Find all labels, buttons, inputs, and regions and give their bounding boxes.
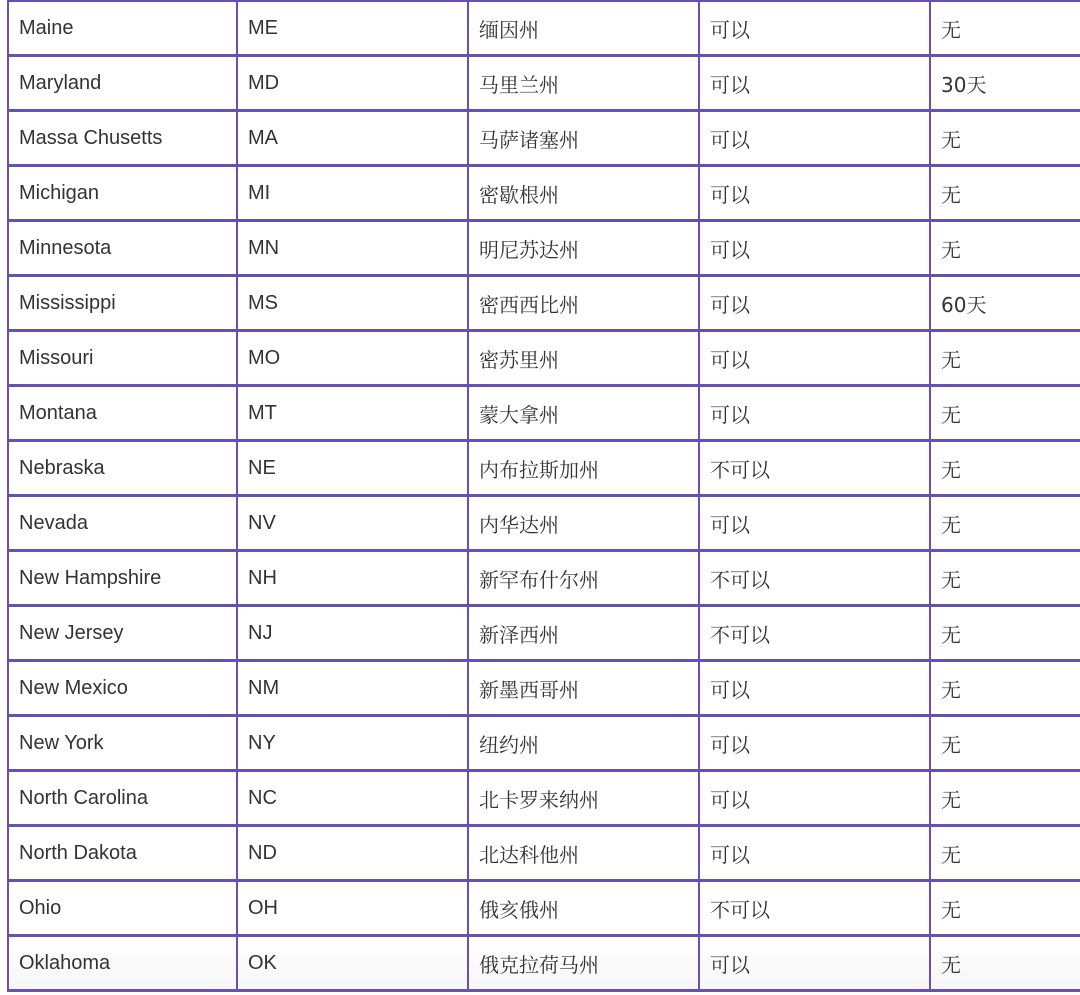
allowed-cell: 可以 <box>699 826 930 881</box>
state-abbr-cell: MA <box>237 111 468 166</box>
state-abbr-cell: NC <box>237 771 468 826</box>
state-name-cell: North Dakota <box>8 826 237 881</box>
state-chinese-name-cell: 内布拉斯加州 <box>468 441 699 496</box>
state-abbr-cell: ME <box>237 1 468 56</box>
table-row <box>8 56 1080 111</box>
allowed-cell: 可以 <box>699 386 930 441</box>
states-table-container <box>7 0 1080 992</box>
allowed-cell: 可以 <box>699 111 930 166</box>
state-name-cell: Maine <box>8 1 237 56</box>
period-cell: 无 <box>930 1 1080 56</box>
table-row <box>8 881 1080 936</box>
state-chinese-name-cell: 俄亥俄州 <box>468 881 699 936</box>
period-cell: 30天 <box>930 56 1080 111</box>
allowed-cell: 可以 <box>699 1 930 56</box>
state-chinese-name-cell: 马里兰州 <box>468 56 699 111</box>
state-chinese-name-cell: 北达科他州 <box>468 826 699 881</box>
table-row <box>8 331 1080 386</box>
state-chinese-name-cell: 纽约州 <box>468 716 699 771</box>
state-name-cell: North Carolina <box>8 771 237 826</box>
state-chinese-name-cell: 密歇根州 <box>468 166 699 221</box>
table-row <box>8 771 1080 826</box>
allowed-cell: 可以 <box>699 716 930 771</box>
state-chinese-name-cell: 蒙大拿州 <box>468 386 699 441</box>
state-chinese-name-cell: 明尼苏达州 <box>468 221 699 276</box>
allowed-cell: 可以 <box>699 56 930 111</box>
state-abbr-cell: MS <box>237 276 468 331</box>
period-cell: 无 <box>930 111 1080 166</box>
state-chinese-name-cell: 密西西比州 <box>468 276 699 331</box>
table-row <box>8 606 1080 661</box>
state-name-cell: Montana <box>8 386 237 441</box>
state-name-cell: New Jersey <box>8 606 237 661</box>
state-abbr-cell: MD <box>237 56 468 111</box>
allowed-cell: 可以 <box>699 496 930 551</box>
period-cell: 无 <box>930 936 1080 991</box>
period-cell: 无 <box>930 441 1080 496</box>
state-abbr-cell: NV <box>237 496 468 551</box>
period-cell: 无 <box>930 166 1080 221</box>
state-name-cell: Oklahoma <box>8 936 237 991</box>
state-chinese-name-cell: 北卡罗来纳州 <box>468 771 699 826</box>
allowed-cell: 可以 <box>699 936 930 991</box>
state-abbr-cell: NJ <box>237 606 468 661</box>
state-name-cell: Michigan <box>8 166 237 221</box>
allowed-cell: 不可以 <box>699 606 930 661</box>
state-name-cell: Ohio <box>8 881 237 936</box>
period-cell: 无 <box>930 496 1080 551</box>
state-chinese-name-cell: 内华达州 <box>468 496 699 551</box>
state-name-cell: Mississippi <box>8 276 237 331</box>
period-cell: 无 <box>930 551 1080 606</box>
period-cell: 无 <box>930 661 1080 716</box>
allowed-cell: 可以 <box>699 771 930 826</box>
state-abbr-cell: MN <box>237 221 468 276</box>
table-row <box>8 166 1080 221</box>
allowed-cell: 可以 <box>699 331 930 386</box>
state-name-cell: New Hampshire <box>8 551 237 606</box>
period-cell: 无 <box>930 386 1080 441</box>
period-cell: 无 <box>930 716 1080 771</box>
state-abbr-cell: NM <box>237 661 468 716</box>
state-name-cell: Nevada <box>8 496 237 551</box>
allowed-cell: 可以 <box>699 276 930 331</box>
period-cell: 无 <box>930 606 1080 661</box>
allowed-cell: 不可以 <box>699 881 930 936</box>
state-chinese-name-cell: 新泽西州 <box>468 606 699 661</box>
state-abbr-cell: NH <box>237 551 468 606</box>
state-chinese-name-cell: 新墨西哥州 <box>468 661 699 716</box>
state-name-cell: Minnesota <box>8 221 237 276</box>
period-cell: 无 <box>930 771 1080 826</box>
allowed-cell: 不可以 <box>699 441 930 496</box>
state-abbr-cell: MO <box>237 331 468 386</box>
states-table <box>7 0 1080 992</box>
table-row <box>8 661 1080 716</box>
state-name-cell: Nebraska <box>8 441 237 496</box>
table-row <box>8 496 1080 551</box>
state-abbr-cell: MT <box>237 386 468 441</box>
state-abbr-cell: ND <box>237 826 468 881</box>
state-chinese-name-cell: 缅因州 <box>468 1 699 56</box>
period-cell: 无 <box>930 826 1080 881</box>
state-abbr-cell: OH <box>237 881 468 936</box>
table-row <box>8 936 1080 991</box>
allowed-cell: 可以 <box>699 221 930 276</box>
table-row <box>8 1 1080 56</box>
period-cell: 无 <box>930 331 1080 386</box>
state-name-cell: New York <box>8 716 237 771</box>
state-abbr-cell: OK <box>237 936 468 991</box>
table-row <box>8 826 1080 881</box>
table-row <box>8 111 1080 166</box>
state-abbr-cell: NY <box>237 716 468 771</box>
table-row <box>8 716 1080 771</box>
table-row <box>8 276 1080 331</box>
table-row <box>8 441 1080 496</box>
state-chinese-name-cell: 马萨诸塞州 <box>468 111 699 166</box>
allowed-cell: 可以 <box>699 166 930 221</box>
state-abbr-cell: NE <box>237 441 468 496</box>
state-name-cell: Missouri <box>8 331 237 386</box>
period-cell: 无 <box>930 221 1080 276</box>
state-name-cell: New Mexico <box>8 661 237 716</box>
state-chinese-name-cell: 俄克拉荷马州 <box>468 936 699 991</box>
state-abbr-cell: MI <box>237 166 468 221</box>
table-row <box>8 386 1080 441</box>
period-cell: 无 <box>930 881 1080 936</box>
table-row <box>8 221 1080 276</box>
period-cell: 60天 <box>930 276 1080 331</box>
table-row <box>8 551 1080 606</box>
state-name-cell: Maryland <box>8 56 237 111</box>
state-chinese-name-cell: 新罕布什尔州 <box>468 551 699 606</box>
allowed-cell: 可以 <box>699 661 930 716</box>
allowed-cell: 不可以 <box>699 551 930 606</box>
state-chinese-name-cell: 密苏里州 <box>468 331 699 386</box>
state-name-cell: Massa Chusetts <box>8 111 237 166</box>
states-table-body <box>8 1 1080 991</box>
